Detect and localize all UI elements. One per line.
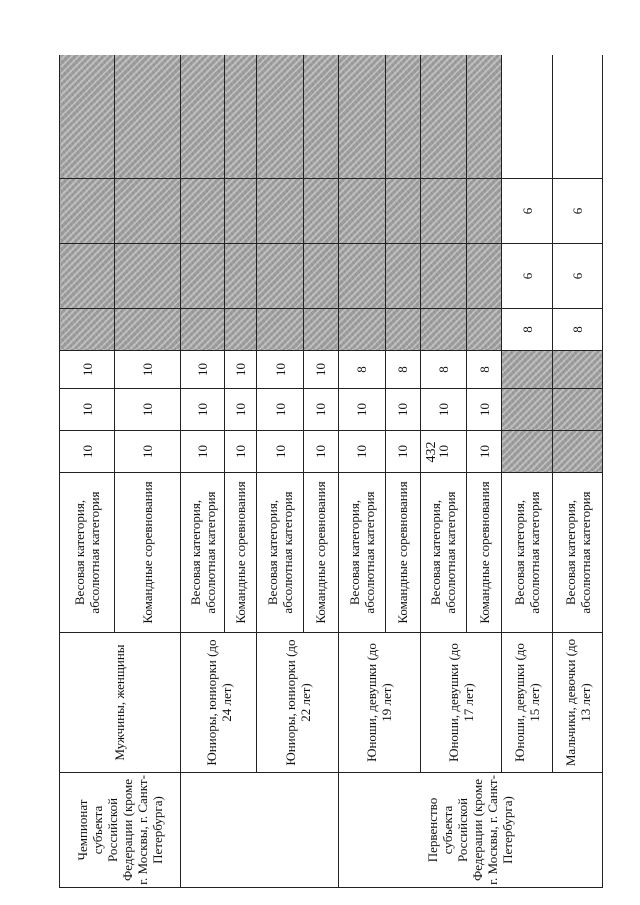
cell-value: 6 bbox=[553, 179, 603, 244]
shaded-cell bbox=[115, 55, 181, 179]
group-jun22: Юниоры, юниорки (до 22 лет) bbox=[257, 633, 339, 773]
shaded-cell bbox=[303, 55, 338, 179]
shaded-cell bbox=[420, 244, 467, 309]
cell-value: 10 bbox=[115, 389, 181, 431]
shaded-cell bbox=[180, 179, 225, 244]
cell-value: 10 bbox=[257, 431, 304, 473]
shaded-cell bbox=[60, 55, 115, 179]
shaded-cell bbox=[60, 309, 115, 351]
cell-value: 10 bbox=[225, 351, 257, 389]
cell-value: 6 bbox=[553, 244, 603, 309]
shaded-cell bbox=[60, 179, 115, 244]
cell-value: 8 bbox=[553, 309, 603, 351]
section-first: Первенство субъекта Российской Федерации (кроме г. Москвы, г. Санкт-Петербурга) bbox=[338, 773, 602, 888]
shaded-cell bbox=[338, 179, 385, 244]
section-empty bbox=[180, 773, 338, 888]
shaded-cell bbox=[180, 55, 225, 179]
regulation-table bbox=[59, 55, 603, 888]
cell-value: 10 bbox=[115, 351, 181, 389]
shaded-cell bbox=[467, 55, 502, 179]
shaded-cell bbox=[467, 179, 502, 244]
cell-value: 10 bbox=[225, 431, 257, 473]
shaded-cell bbox=[303, 244, 338, 309]
group-youth19: Юноши, девушки (до 19 лет) bbox=[338, 633, 420, 773]
cell-value: 10 bbox=[257, 389, 304, 431]
shaded-cell bbox=[420, 179, 467, 244]
discipline-team: Командные соревнования bbox=[385, 473, 420, 633]
shaded-cell bbox=[225, 179, 257, 244]
shaded-cell bbox=[225, 55, 257, 179]
cell-value: 6 bbox=[502, 244, 553, 309]
cell-value: 10 bbox=[60, 389, 115, 431]
cell-value: 10 bbox=[60, 431, 115, 473]
discipline-team: Командные соревнования bbox=[467, 473, 502, 633]
discipline-weight: Весовая категория, абсолютная категория bbox=[420, 473, 467, 633]
shaded-cell bbox=[225, 244, 257, 309]
shaded-cell bbox=[257, 309, 304, 351]
shaded-cell bbox=[502, 431, 553, 473]
cell-value: 10 bbox=[303, 351, 338, 389]
shaded-cell bbox=[385, 55, 420, 179]
group-jun24: Юниоры, юниорки (до 24 лет) bbox=[180, 633, 256, 773]
shaded-cell bbox=[553, 389, 603, 431]
shaded-cell bbox=[338, 55, 385, 179]
cell-value: 10 bbox=[303, 389, 338, 431]
shaded-cell bbox=[303, 179, 338, 244]
shaded-cell bbox=[257, 179, 304, 244]
shaded-cell bbox=[502, 389, 553, 431]
cell-value: 10 bbox=[385, 389, 420, 431]
cell-value: 10 bbox=[180, 351, 225, 389]
empty-cell bbox=[553, 55, 603, 179]
cell-value: 10 bbox=[225, 389, 257, 431]
shaded-cell bbox=[180, 309, 225, 351]
shaded-cell bbox=[60, 244, 115, 309]
cell-value: 10 bbox=[60, 351, 115, 389]
shaded-cell bbox=[180, 244, 225, 309]
discipline-team: Командные соревнования bbox=[115, 473, 181, 633]
cell-value: 10 bbox=[180, 431, 225, 473]
discipline-weight: Весовая категория, абсолютная категория bbox=[257, 473, 304, 633]
shaded-cell bbox=[467, 309, 502, 351]
empty-cell bbox=[502, 55, 553, 179]
cell-value: 8 bbox=[502, 309, 553, 351]
shaded-cell bbox=[385, 309, 420, 351]
shaded-cell bbox=[420, 55, 467, 179]
group-youth17: Юноши, девушки (до 17 лет) bbox=[420, 633, 502, 773]
discipline-team: Командные соревнования bbox=[303, 473, 338, 633]
cell-value: 8 bbox=[385, 351, 420, 389]
cell-value: 10 bbox=[467, 431, 502, 473]
cell-value: 10 bbox=[180, 389, 225, 431]
cell-value: 10 bbox=[420, 389, 467, 431]
shaded-cell bbox=[115, 244, 181, 309]
shaded-cell bbox=[303, 309, 338, 351]
shaded-cell bbox=[385, 244, 420, 309]
cell-value: 10 bbox=[303, 431, 338, 473]
shaded-cell bbox=[385, 179, 420, 244]
shaded-cell bbox=[257, 244, 304, 309]
shaded-cell bbox=[115, 309, 181, 351]
shaded-cell bbox=[553, 351, 603, 389]
shaded-cell bbox=[225, 309, 257, 351]
cell-value: 10 bbox=[115, 431, 181, 473]
discipline-weight: Весовая категория, абсолютная категория bbox=[60, 473, 115, 633]
group-men-women: Мужчины, женщины bbox=[60, 633, 181, 773]
cell-value: 10 bbox=[420, 431, 467, 473]
cell-value: 10 bbox=[467, 389, 502, 431]
discipline-weight: Весовая категория, абсолютная категория bbox=[502, 473, 553, 633]
cell-value: 10 bbox=[338, 431, 385, 473]
cell-value: 10 bbox=[338, 389, 385, 431]
shaded-cell bbox=[338, 309, 385, 351]
cell-value: 8 bbox=[420, 351, 467, 389]
cell-value: 10 bbox=[385, 431, 420, 473]
shaded-cell bbox=[467, 244, 502, 309]
page-number: 432 bbox=[424, 441, 439, 463]
section-championship: Чемпионат субъекта Российской Федерации (кроме г. Москвы, г. Санкт-Петербурга) bbox=[60, 773, 181, 888]
shaded-cell bbox=[257, 55, 304, 179]
discipline-weight: Весовая категория, абсолютная категория bbox=[338, 473, 385, 633]
discipline-team: Командные соревнования bbox=[225, 473, 257, 633]
shaded-cell bbox=[553, 431, 603, 473]
group-boys13: Мальчики, девочки (до 13 лет) bbox=[553, 633, 603, 773]
shaded-cell bbox=[502, 351, 553, 389]
group-youth15: Юноши, девушки (до 15 лет) bbox=[502, 633, 553, 773]
cell-value: 6 bbox=[502, 179, 553, 244]
cell-value: 8 bbox=[338, 351, 385, 389]
cell-value: 10 bbox=[257, 351, 304, 389]
shaded-cell bbox=[420, 309, 467, 351]
discipline-weight: Весовая категория, абсолютная категория bbox=[180, 473, 225, 633]
shaded-cell bbox=[115, 179, 181, 244]
discipline-weight: Весовая категория, абсолютная категория bbox=[553, 473, 603, 633]
shaded-cell bbox=[338, 244, 385, 309]
cell-value: 8 bbox=[467, 351, 502, 389]
